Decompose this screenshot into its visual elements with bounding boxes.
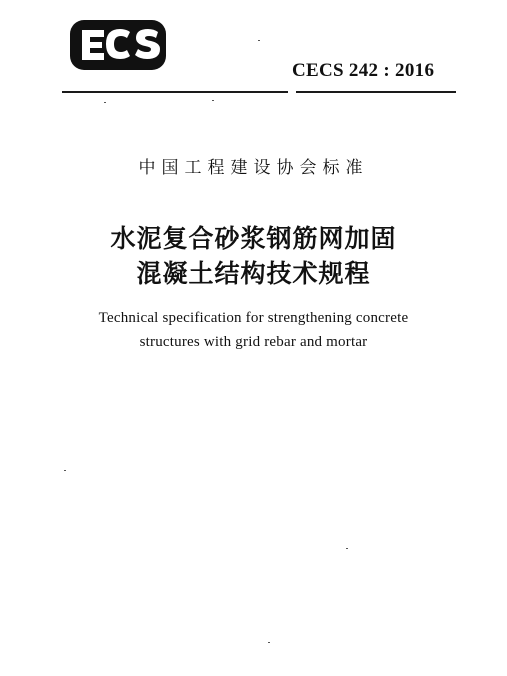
title-cn-line1: 水泥复合砂浆钢筋网加固 xyxy=(110,224,397,253)
standard-code: CECS 242 : 2016 xyxy=(292,60,435,81)
scan-speck xyxy=(268,642,270,643)
scan-speck xyxy=(104,102,106,103)
header-rule-right xyxy=(296,91,456,93)
scan-speck xyxy=(346,548,348,549)
scan-speck xyxy=(64,470,66,471)
association-name: 中国工程建设协会标准 xyxy=(138,158,369,178)
scan-speck xyxy=(212,100,214,101)
ecs-logo xyxy=(66,14,176,76)
scan-speck xyxy=(258,40,260,41)
title-en-line1: Technical specification for strengthening concrete xyxy=(98,310,409,326)
title-cn-line2: 混凝土结构技术规程 xyxy=(136,259,371,288)
title-en-line2: structures with grid rebar and mortar xyxy=(139,334,368,350)
header-rule-left xyxy=(62,91,288,93)
